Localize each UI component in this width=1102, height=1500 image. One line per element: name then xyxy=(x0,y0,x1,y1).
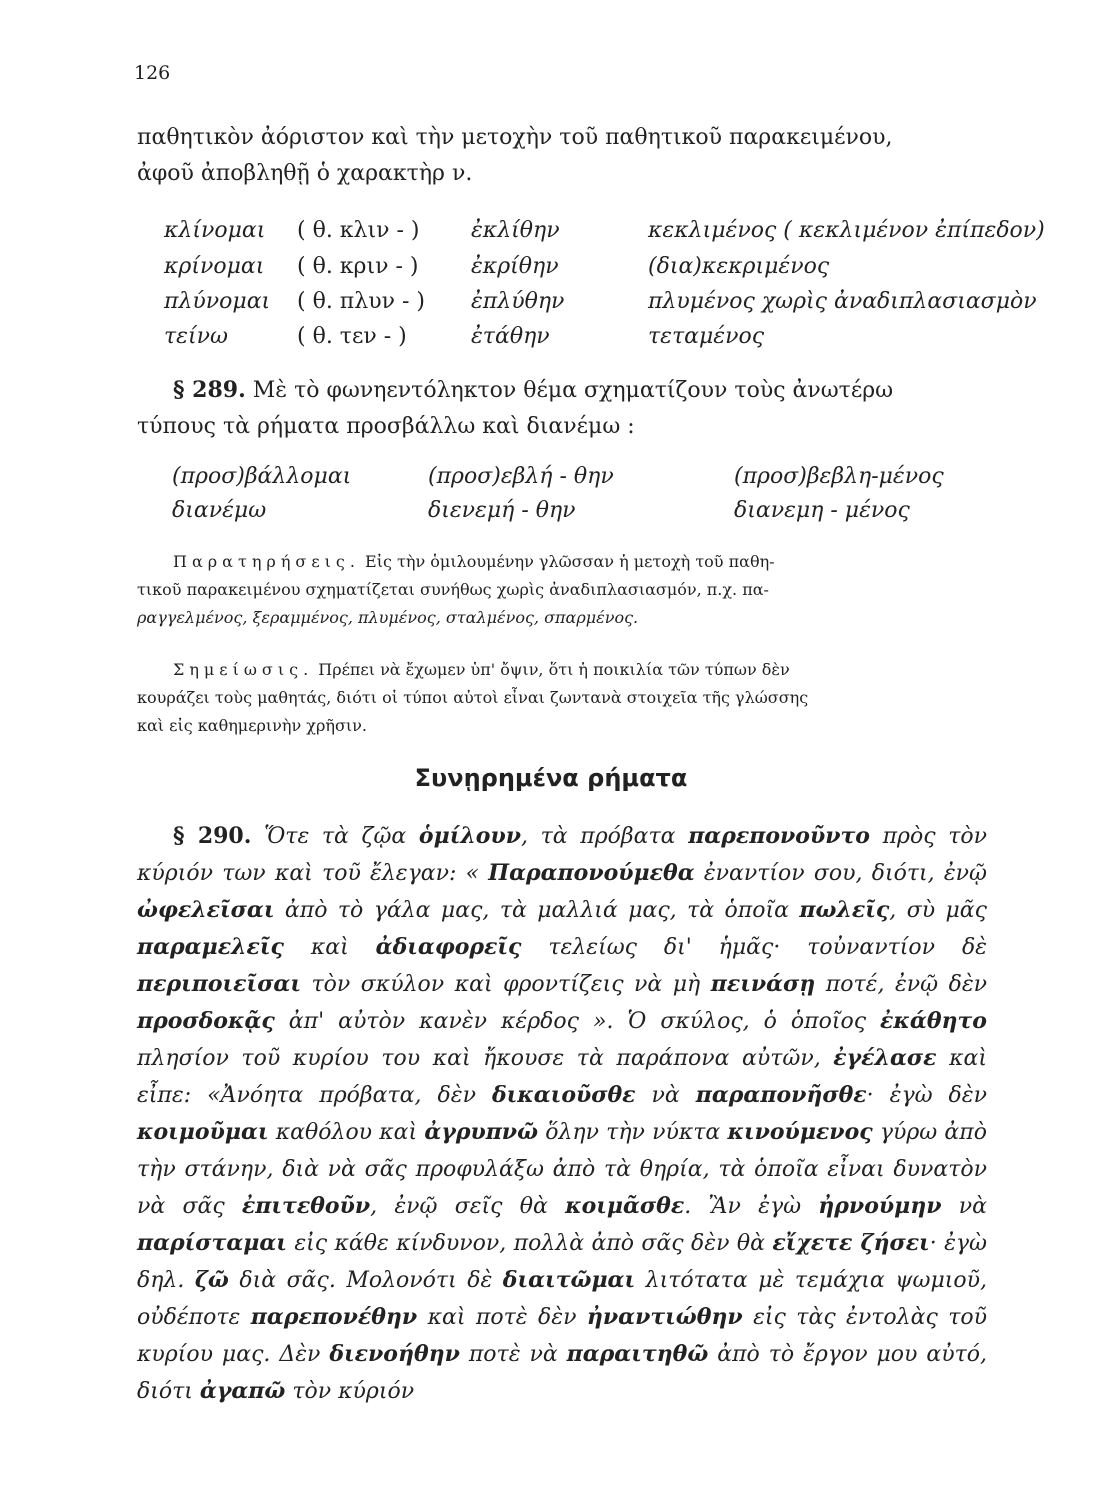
section-text: Μὲ τὸ φωνηεντόληκτον θέμα σχηματίζουν τοὺς ἀνωτέρω xyxy=(252,378,894,403)
bold-verb: εἴχετε ζήσει xyxy=(772,1230,930,1256)
bold-verb: περιποιεῖσαι xyxy=(137,971,301,997)
bold-verb: Παραπονούμεθα xyxy=(488,860,695,886)
participle-cell: (δια)κεκριμένος xyxy=(648,254,830,279)
table289-cell: (προσ)βάλλομαι xyxy=(172,464,352,489)
table289-cell: (προσ)εβλή - θην xyxy=(428,464,614,489)
intro-paragraph xyxy=(137,120,987,192)
aorist-cell: ἐκρίθην xyxy=(471,254,559,279)
bold-verb: ἐπιτεθοῦν xyxy=(241,1193,371,1219)
section-290-paragraph xyxy=(137,818,987,1410)
bold-verb: ὁμίλουν xyxy=(418,823,521,849)
bold-verb: ἀγρυπνῶ xyxy=(424,1119,539,1145)
theme-cell: ( θ. κλιν - ) xyxy=(297,218,420,243)
verb-cell: πλύνομαι xyxy=(164,289,271,314)
section-289-line: τύπους τὰ ρήματα προσβάλλω καὶ διανέμω : xyxy=(137,414,635,439)
note-line xyxy=(137,656,987,684)
bold-verb: πεινάσῃ xyxy=(710,971,816,997)
note-block xyxy=(137,656,987,740)
theme-cell: ( θ. κριν - ) xyxy=(297,254,419,279)
observations-text: Εἰς τὴν ὁμιλουμένην γλῶσσαν ἡ μετοχὴ τοῦ παθη- xyxy=(365,552,775,571)
aorist-cell: ἐτάθην xyxy=(471,324,550,349)
intro-line: ἀφοῦ ἀποβληθῇ ὁ χαρακτὴρ ν. xyxy=(137,161,473,186)
section-heading: Συνῃρημένα ρήματα xyxy=(414,764,688,792)
note-text: Πρέπει νὰ ἔχωμεν ὑπ' ὄψιν, ὅτι ἡ ποικιλία τῶν τύπων δὲν xyxy=(318,660,790,679)
observations-line xyxy=(137,548,987,576)
verb-cell: τείνω xyxy=(164,324,228,349)
section-number: § 290. xyxy=(173,823,252,849)
participle-cell: πλυμένος χωρὶς ἀναδιπλασιασμὸν xyxy=(648,289,1037,314)
participle-cell: κεκλιμένος ( κεκλιμένον ἐπίπεδον) xyxy=(648,218,1045,243)
bold-verb: προσδοκᾷς xyxy=(137,1008,275,1034)
bold-verb: ἐγέλασε xyxy=(833,1045,937,1071)
aorist-cell: ἐκλίθην xyxy=(471,218,560,243)
bold-verb: ἠρνούμην xyxy=(818,1193,942,1219)
note-label: Σημείωσις. xyxy=(173,660,314,679)
section-number: § 289. xyxy=(173,377,246,403)
bold-verb: διαιτῶμαι xyxy=(502,1267,636,1293)
observations-line: ραγγελμένος, ξεραμμένος, πλυμένος, σταλμένος, σπαρμένος. xyxy=(137,608,639,627)
table289-cell: διενεμή - θην xyxy=(428,498,576,523)
bold-verb: ὠφελεῖσαι xyxy=(137,897,275,923)
bold-verb: παραιτηθῶ xyxy=(566,1341,709,1367)
table289-cell: διανέμω xyxy=(172,498,267,523)
bold-verb: ζῶ xyxy=(194,1267,229,1293)
observations-line: τικοῦ παρακειμένου σχηματίζεται συνήθως χωρὶς ἀναδιπλασιασμόν, π.χ. πα- xyxy=(137,580,769,599)
section-289-line xyxy=(137,372,987,409)
intro-line: παθητικὸν ἀόριστον καὶ τὴν μετοχὴν τοῦ παθητικοῦ παρακειμένου, xyxy=(137,125,893,150)
table289-cell: διανεμη - μένος xyxy=(734,498,910,523)
bold-verb: παρεπονοῦντο xyxy=(688,823,870,849)
bold-verb: δικαιοῦσθε xyxy=(491,1082,636,1108)
table289-cell: (προσ)βεβλη-μένος xyxy=(734,464,944,489)
bold-verb: παρίσταμαι xyxy=(137,1230,287,1256)
bold-verb: ἀγαπῶ xyxy=(199,1378,286,1404)
participle-cell: τεταμένος xyxy=(648,324,765,349)
bold-verb: κοιμοῦμαι xyxy=(137,1119,269,1145)
section-290-text: Ὅτε τὰ ζῷα ὁμίλουν, τὰ πρόβατα παρεπονοῦντο πρὸς τὸν κύριόν των καὶ τοῦ ἔλεγαν: « Παραπονούμεθα ἐναντίον σου, διότι, ἐνῷ ὠφελεῖσαι ἀπὸ τὸ γάλα μας, τὰ μαλλιά μας, τὰ ὁποῖα πωλεῖς, σὺ μᾶς παραμελεῖς καὶ ἀδιαφορεῖς τελείως δι' ἡμᾶς· τοὐναντίον δὲ περιποιεῖσαι τὸν σκύλον καὶ φροντίζεις νὰ μὴ πεινάσῃ ποτέ, ἐνῷ δὲν προσδοκᾷς ἀπ' αὐτὸν κανὲν κέρδος ». Ὁ σκύλος, ὁ ὁποῖος ἐκάθητο πλησίον τοῦ κυρίου του καὶ ἤκουσε τὰ παράπονα αὐτῶν, ἐγέλασε καὶ εἶπε: «Ἀνόητα πρόβατα, δὲν δικαιοῦσθε νὰ παραπονῆσθε· ἐγὼ δὲν κοιμοῦμαι καθόλου καὶ ἀγρυπνῶ ὅλην τὴν νύκτα κινούμενος γύρω ἀπὸ τὴν στάνην, διὰ νὰ σᾶς προφυλάξω ἀπὸ τὰ θηρία, τὰ ὁποῖα εἶναι δυνατὸν νὰ σᾶς ἐπιτεθοῦν, ἐνῷ σεῖς θὰ κοιμᾶσθε. Ἂν ἐγὼ ἠρνούμην νὰ παρίσταμαι εἰς κάθε κίνδυνον, πολλὰ ἀπὸ σᾶς δὲν θὰ εἴχετε ζήσει· ἐγὼ δηλ. ζῶ διὰ σᾶς. Μολονότι δὲ διαιτῶμαι λιτότατα μὲ τεμάχια ψωμιοῦ, οὐδέποτε παρεπονέθην καὶ ποτὲ δὲν ἠναντιώθην εἰς τὰς ἐντολὰς τοῦ κυρίου μας. Δὲν διενοήθην ποτὲ νὰ παραιτηθῶ ἀπὸ τὸ ἔργον μου αὐτό, διότι ἀγαπῶ τὸν κύριόν xyxy=(137,823,988,1404)
page-number: 126 xyxy=(134,62,171,84)
bold-verb: πωλεῖς xyxy=(799,897,890,923)
section-289 xyxy=(137,372,987,445)
verb-cell: κρίνομαι xyxy=(164,254,265,279)
bold-verb: διενοήθην xyxy=(329,1341,460,1367)
bold-verb: ἠναντιώθην xyxy=(586,1304,743,1330)
verb-cell: κλίνομαι xyxy=(164,218,266,243)
bold-verb: παραμελεῖς xyxy=(137,934,284,960)
note-line: καὶ εἰς καθημερινὴν χρῆσιν. xyxy=(137,716,367,735)
observations-label: Παρατηρήσεις. xyxy=(173,552,360,571)
bold-verb: ἐκάθητο xyxy=(880,1008,987,1034)
bold-verb: ἀδιαφορεῖς xyxy=(375,934,522,960)
section-290 xyxy=(137,818,987,1410)
note-line: κουράζει τοὺς μαθητάς, διότι οἱ τύποι αὐτοὶ εἶναι ζωντανὰ στοιχεῖα τῆς γλώσσης xyxy=(137,688,809,707)
bold-verb: κοιμᾶσθε xyxy=(565,1193,685,1219)
bold-verb: παραπονῆσθε xyxy=(695,1082,867,1108)
bold-verb: κινούμενος xyxy=(727,1119,873,1145)
theme-cell: ( θ. τεν - ) xyxy=(297,324,407,349)
observations-block xyxy=(137,548,987,632)
bold-verb: παρεπονέθην xyxy=(250,1304,418,1330)
theme-cell: ( θ. πλυν - ) xyxy=(297,289,425,314)
aorist-cell: ἐπλύθην xyxy=(471,289,565,314)
